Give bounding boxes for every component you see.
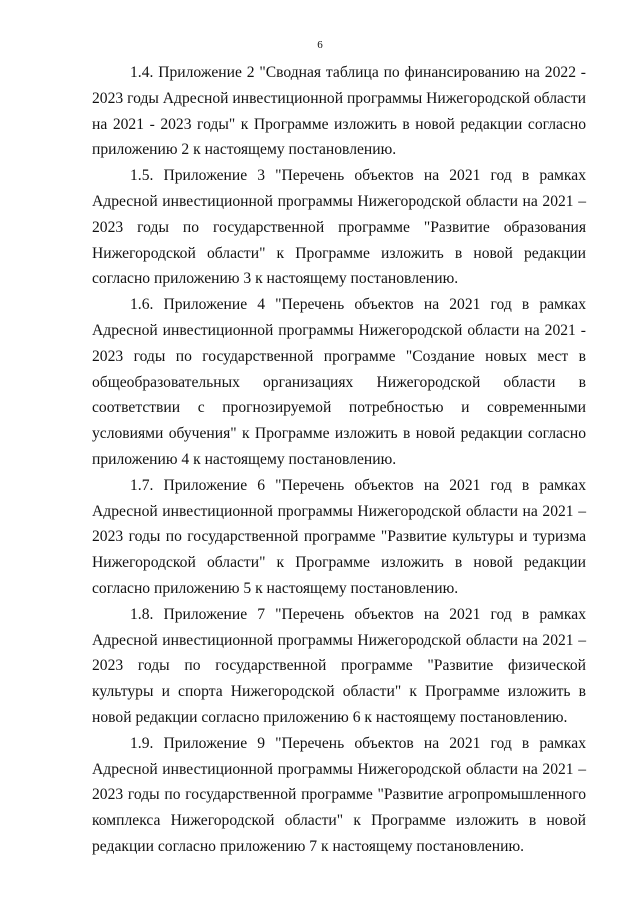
paragraph-1-6: 1.6. Приложение 4 "Перечень объектов на 2021 год в рамках Адресной инвестиционной программы Нижегородской области на 2021 - 2023 годы по государственной программе "Создание новых мест в общеобразовательных организациях Нижегородской области в соответствии с прогнозируемой потребностью и современными условиями обучения" к Программе изложить в новой редакции согласно приложению 4 к настоящему постановлению.	[92, 296, 586, 468]
paragraph-1-7: 1.7. Приложение 6 "Перечень объектов на 2021 год в рамках Адресной инвестиционной программы Нижегородской области на 2021 – 2023 годы по государственной программе "Развитие культуры и туризма Нижегородской области" к Программе изложить в новой редакции согласно приложению 5 к настоящему постановлению.	[92, 476, 586, 597]
paragraph-1-9: 1.9. Приложение 9 "Перечень объектов на 2021 год в рамках Адресной инвестиционной программы Нижегородской области на 2021 – 2023 годы по государственной программе "Развитие агропромышленного комплекса Нижегородской области" к Программе изложить в новой редакции согласно приложению 7 к настоящему постановлению.	[92, 734, 586, 855]
page-number: 6	[317, 39, 323, 51]
paragraph-1-5: 1.5. Приложение 3 "Перечень объектов на 2021 год в рамках Адресной инвестиционной программы Нижегородской области на 2021 – 2023 годы по государственной программе "Развитие образования Нижегородской области" к Программе изложить в новой редакции согласно приложению 3 к настоящему постановлению.	[92, 167, 586, 288]
paragraph-1-8: 1.8. Приложение 7 "Перечень объектов на 2021 год в рамках Адресной инвестиционной программы Нижегородской области на 2021 – 2023 годы по государственной программе "Развитие физической культуры и спорта Нижегородской области" к Программе изложить в новой редакции согласно приложению 6 к настоящему постановлению.	[92, 605, 586, 726]
document-body	[92, 60, 586, 860]
paragraph-1-4: 1.4. Приложение 2 "Сводная таблица по финансированию на 2022 - 2023 годы Адресной инвестиционной программы Нижегородской области на 2021 - 2023 годы" к Программе изложить в новой редакции согласно приложению 2 к настоящему постановлению.	[92, 64, 586, 159]
